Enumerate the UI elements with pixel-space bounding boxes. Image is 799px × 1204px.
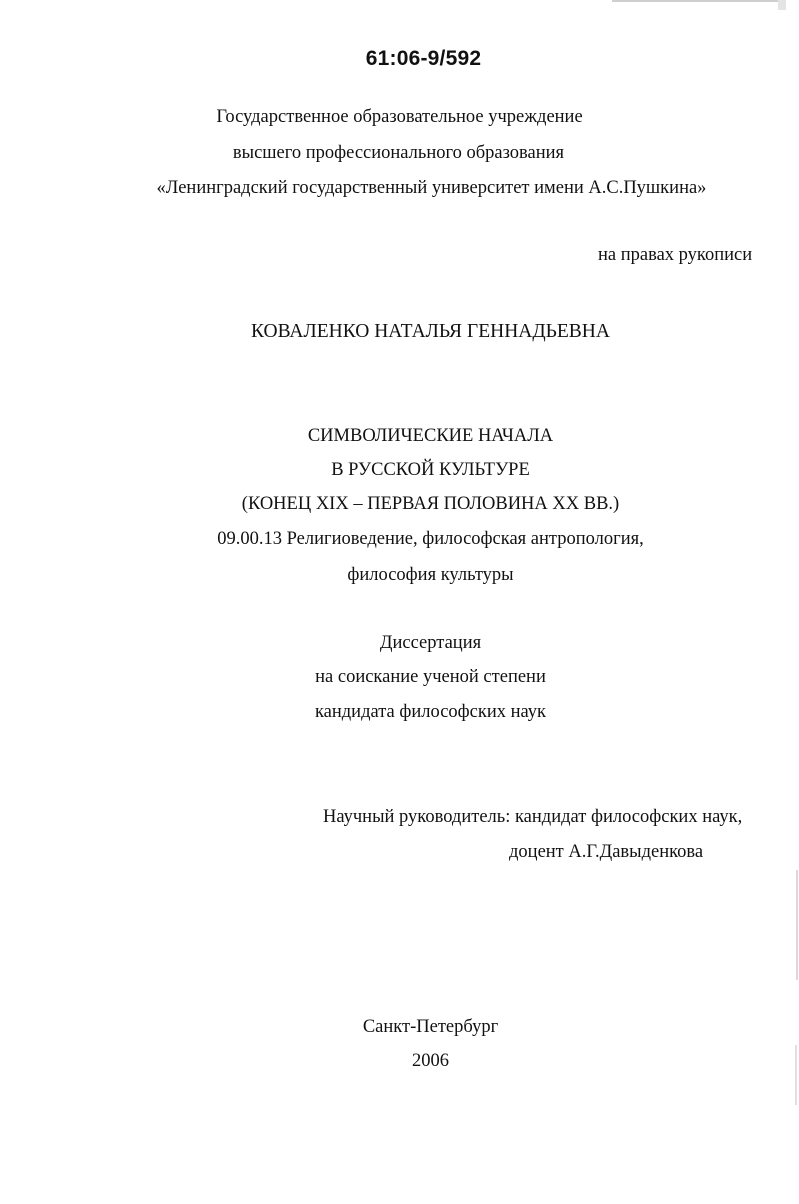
author-name: КОВАЛЕНКО НАТАЛЬЯ ГЕННАДЬЕВНА [251, 321, 610, 342]
scan-edge-right [796, 870, 798, 980]
scan-edge-top [612, 0, 782, 2]
title-line-1: СИМВОЛИЧЕСКИЕ НАЧАЛА [307, 426, 554, 446]
supervisor-line-2: доцент А.Г.Давыденкова [509, 842, 704, 862]
specialty-line-2: философия культуры [347, 565, 514, 585]
institution-line-1: Государственное образовательное учреждение [216, 107, 583, 127]
supervisor-line-1: Научный руководитель: кандидат философских наук, [323, 807, 743, 827]
institution-line-3: «Ленинградский государственный университет имени А.С.Пушкина» [156, 178, 707, 198]
degree-line-2: на соискание ученой степени [315, 667, 546, 687]
archive-code: 61:06-9/592 [365, 47, 482, 70]
institution-line-2: высшего профессионального образования [232, 143, 565, 163]
manuscript-rights-note: на правах рукописи [598, 245, 753, 265]
title-line-2: В РУССКОЙ КУЛЬТУРЕ [331, 460, 530, 480]
specialty-line-1: 09.00.13 Религиоведение, философская антропология, [217, 529, 644, 549]
degree-line-1: Диссертация [379, 633, 482, 653]
scan-edge-corner [778, 0, 786, 10]
year: 2006 [412, 1051, 449, 1071]
title-line-3: (КОНЕЦ XIX – ПЕРВАЯ ПОЛОВИНА XX ВВ.) [241, 494, 620, 514]
city: Санкт-Петербург [362, 1017, 499, 1037]
degree-line-3: кандидата философских наук [314, 702, 547, 722]
